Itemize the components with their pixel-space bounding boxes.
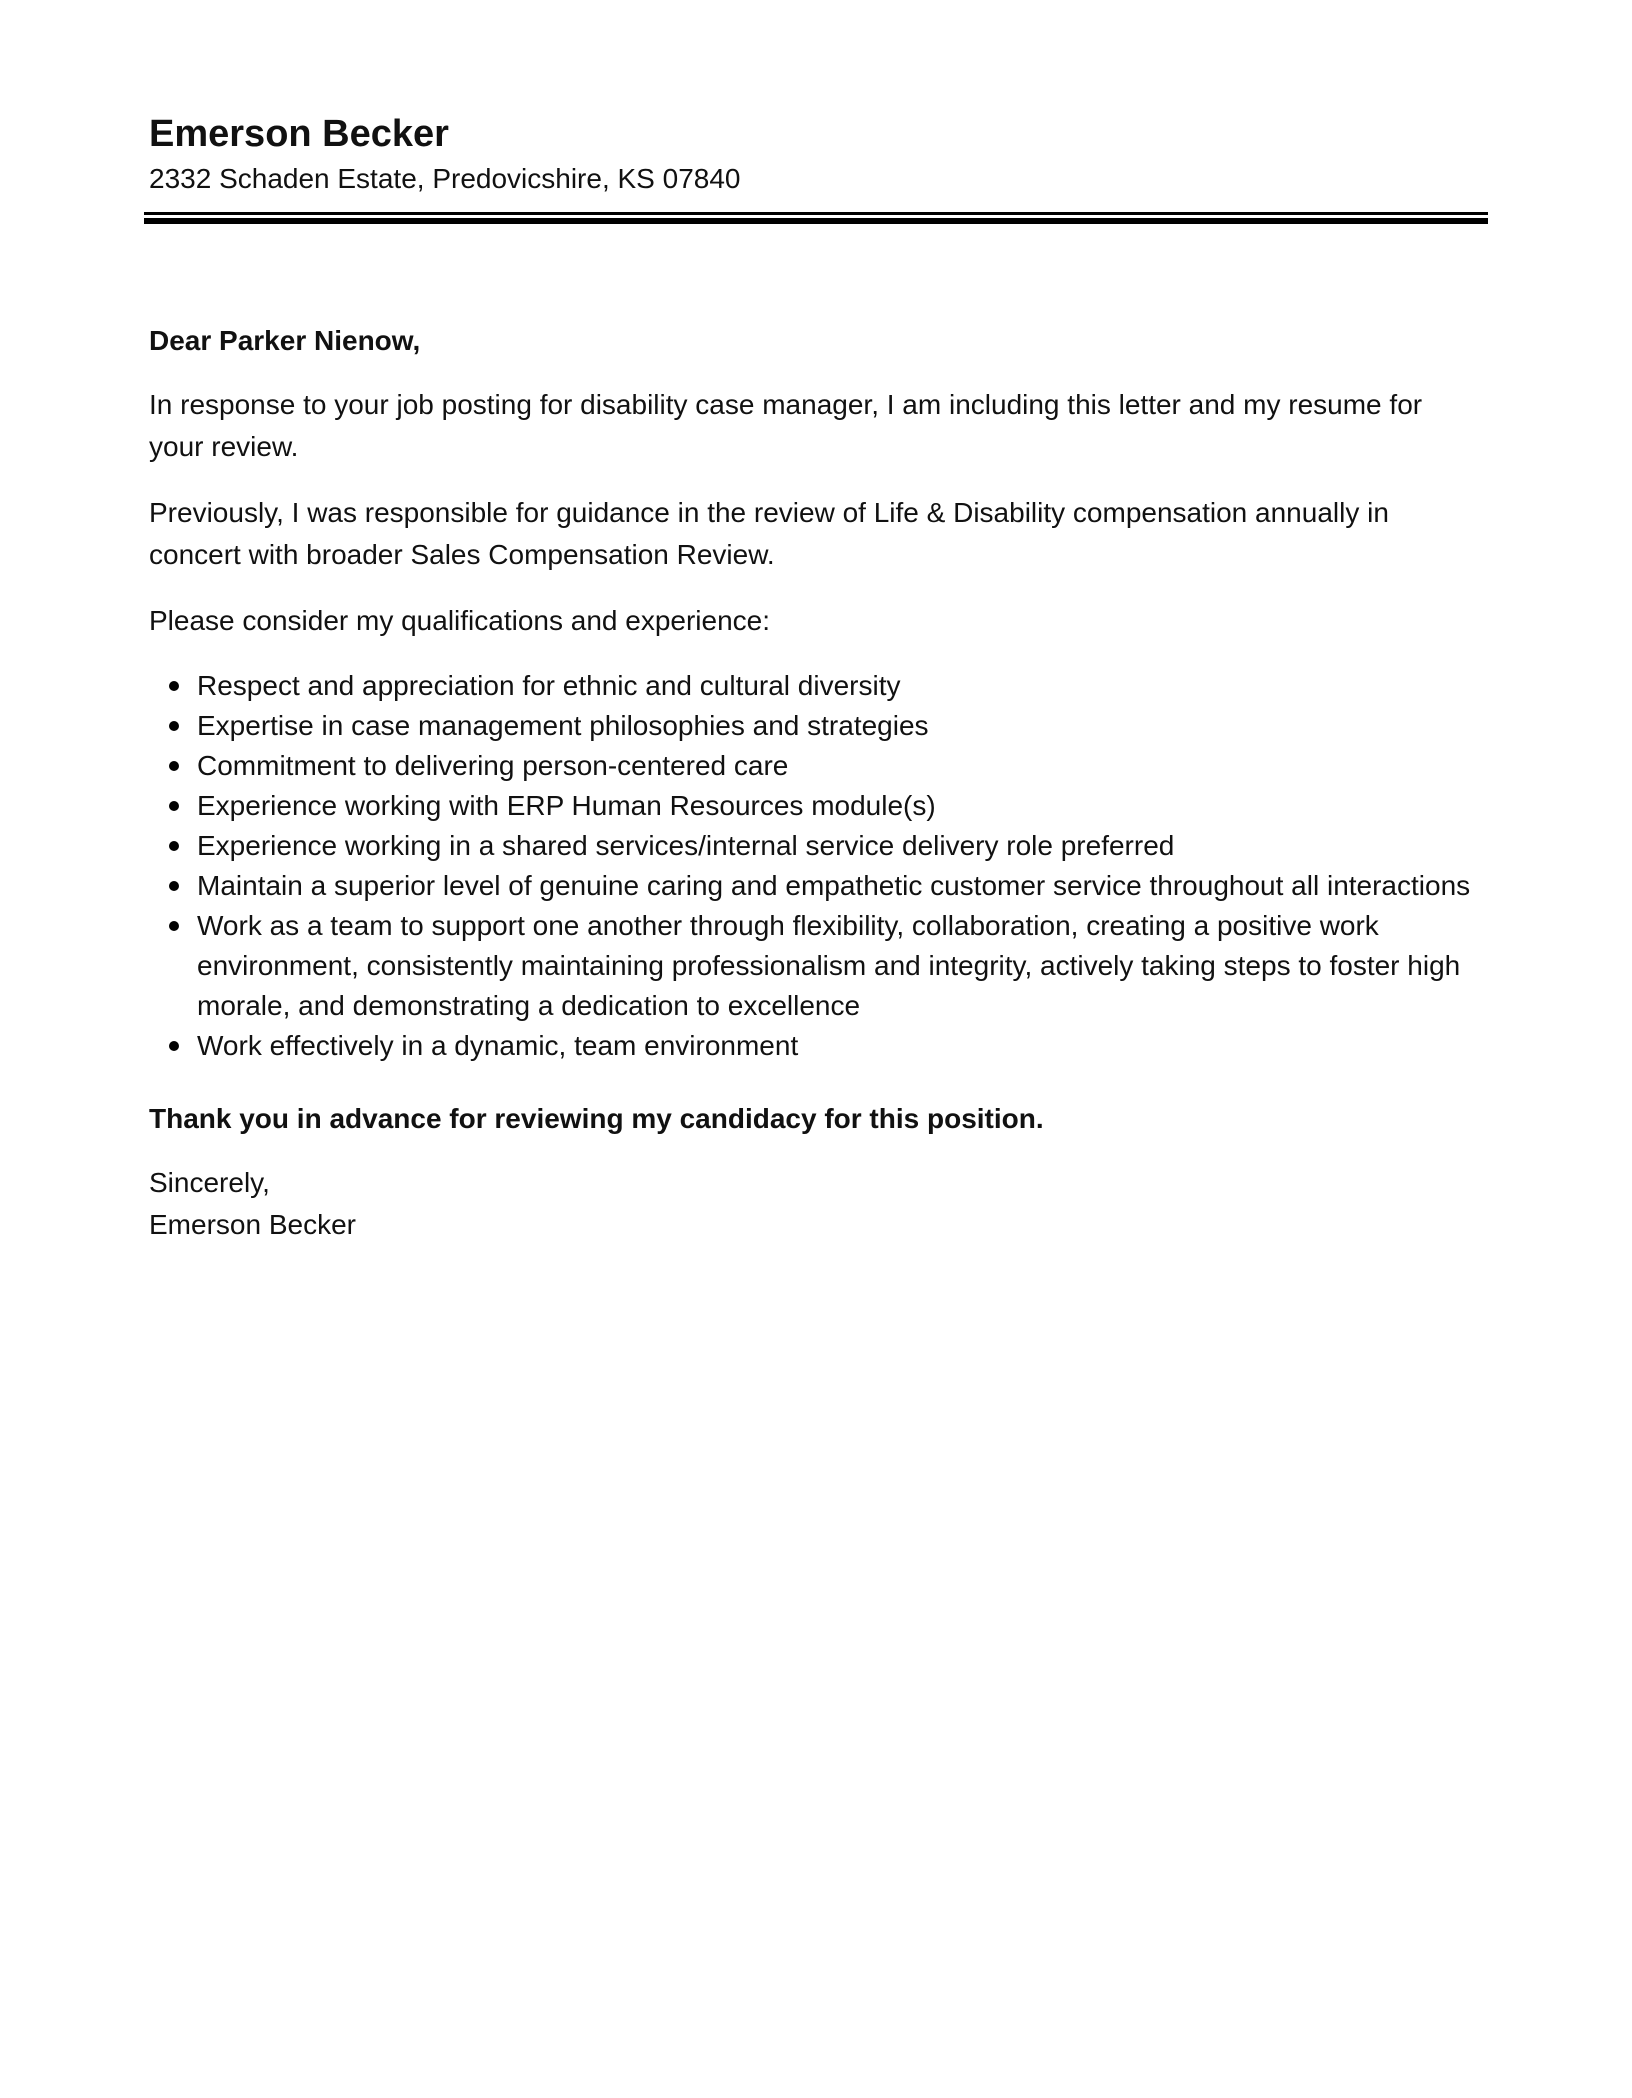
list-item [149, 706, 1479, 746]
bullet-icon [169, 881, 179, 891]
sender-address: 2332 Schaden Estate, Predovicshire, KS 07840 [149, 163, 741, 194]
list-item-text: Work effectively in a dynamic, team environment [197, 1030, 799, 1061]
list-item [149, 866, 1479, 906]
list-item [149, 786, 1479, 826]
closing-statement: Thank you in advance for reviewing my candidacy for this position. [149, 1103, 1044, 1134]
list-item [149, 1026, 1479, 1066]
list-item-text: Commitment to delivering person-centered care [197, 750, 789, 781]
letter-header [149, 108, 1483, 198]
letter-body [149, 320, 1479, 1246]
list-item-text: Expertise in case management philosophies and strategies [197, 710, 929, 741]
bullet-icon [169, 721, 179, 731]
sender-name: Emerson Becker [149, 113, 449, 155]
list-item-text: Experience working in a shared services/internal service delivery role preferred [197, 830, 1175, 861]
list-item-text: Respect and appreciation for ethnic and cultural diversity [197, 670, 901, 701]
bullet-icon [169, 1041, 179, 1051]
list-item [149, 746, 1479, 786]
list-item-text: Maintain a superior level of genuine caring and empathetic customer service throughout all interactions [197, 870, 1471, 901]
list-item-text: Experience working with ERP Human Resources module(s) [197, 790, 936, 821]
intro-paragraph: In response to your job posting for disability case manager, I am including this letter and my resume for your review. [149, 389, 1423, 462]
bullet-icon [169, 801, 179, 811]
header-divider [144, 212, 1488, 224]
list-item [149, 826, 1479, 866]
salutation: Dear Parker Nienow, [149, 325, 421, 356]
signature-name: Emerson Becker [149, 1209, 356, 1240]
list-item [149, 906, 1479, 1026]
qualifications-intro: Please consider my qualifications and experience: [149, 605, 771, 636]
divider-thick-line [144, 218, 1488, 224]
bullet-icon [169, 681, 179, 691]
experience-paragraph: Previously, I was responsible for guidance in the review of Life & Disability compensation annually in concert with broader Sales Compensation Review. [149, 497, 1389, 570]
qualifications-list [149, 666, 1479, 1066]
bullet-icon [169, 761, 179, 771]
list-item [149, 666, 1479, 706]
signoff: Sincerely, [149, 1167, 270, 1198]
bullet-icon [169, 841, 179, 851]
list-item-text: Work as a team to support one another through flexibility, collaboration, creating a positive work environment, consistently maintaining professionalism and integrity, actively taking steps to foster high morale, and demonstrating a dedication to excellence [197, 910, 1461, 1021]
bullet-icon [169, 921, 179, 931]
